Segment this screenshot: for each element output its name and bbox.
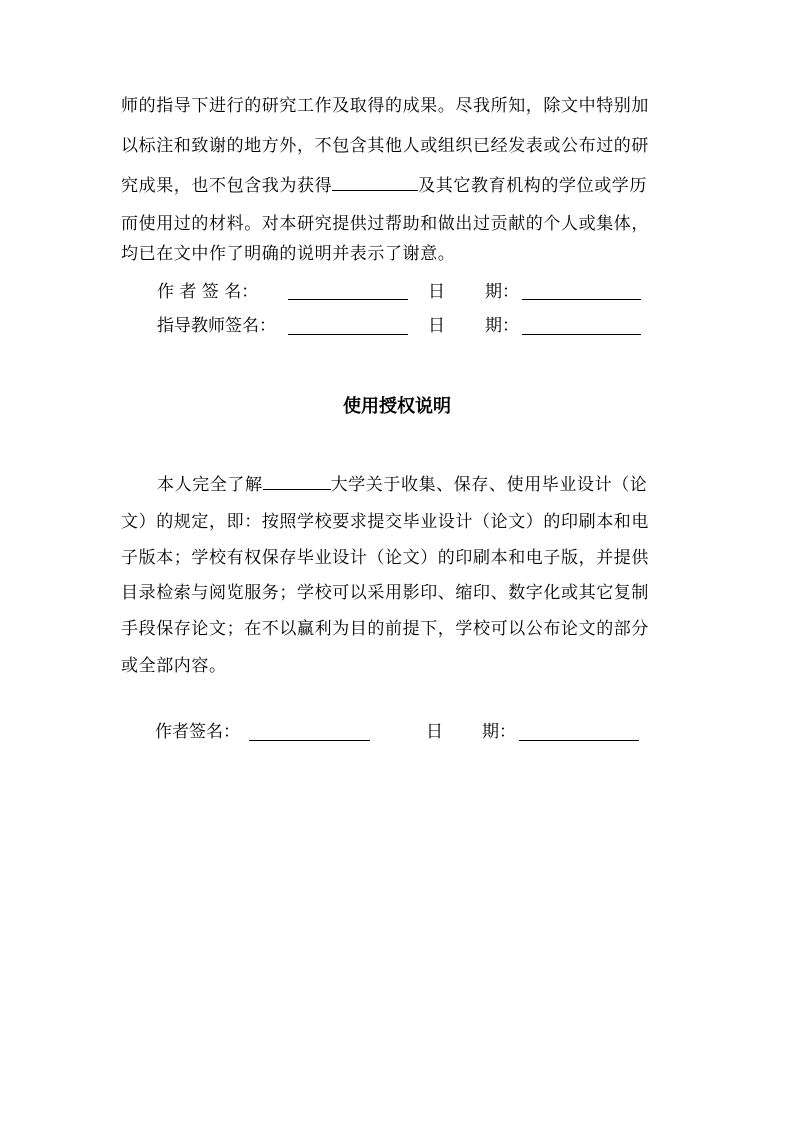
authorization-line-5: 手段保存论文；在不以赢利为目的前提下，学校可以公布论文的部分 bbox=[121, 619, 649, 639]
authorization-author-sign-label: 作者签名： bbox=[155, 722, 240, 742]
declaration-advisor-sign-line[interactable] bbox=[288, 334, 408, 335]
declaration-line-5: 均已在文中作了明确的说明并表示了谢意。 bbox=[121, 244, 456, 264]
declaration-line-2: 以标注和致谢的地方外，不包含其他人或组织已经发表或公布过的研 bbox=[121, 136, 649, 156]
declaration-advisor-date-label-ri: 日 bbox=[428, 316, 445, 336]
declaration-advisor-date-line[interactable] bbox=[522, 334, 641, 335]
authorization-line-4: 目录检索与阅览服务；学校可以采用影印、缩印、数字化或其它复制 bbox=[121, 583, 649, 603]
declaration-advisor-sign-label: 指导教师签名： bbox=[157, 316, 276, 336]
authorization-author-sign-line[interactable] bbox=[249, 740, 370, 741]
declaration-author-sign-line[interactable] bbox=[288, 299, 408, 300]
declaration-author-sign-label: 作 者 签 名： bbox=[157, 282, 259, 302]
declaration-advisor-date-label-qi: 期： bbox=[485, 316, 519, 336]
declaration-author-date-line[interactable] bbox=[522, 299, 641, 300]
university-blank[interactable] bbox=[263, 474, 331, 490]
degree-blank[interactable] bbox=[332, 175, 418, 191]
declaration-line-4: 而使用过的材料。对本研究提供过帮助和做出过贡献的个人或集体， bbox=[121, 214, 649, 234]
authorization-date-label-ri: 日 bbox=[426, 722, 443, 742]
declaration-line-3 bbox=[121, 175, 647, 196]
authorization-line-3: 子版本；学校有权保存毕业设计（论文）的印刷本和电子版，并提供 bbox=[121, 548, 649, 568]
authorization-date-label-qi: 期： bbox=[482, 722, 516, 742]
authorization-title: 使用授权说明 bbox=[343, 396, 451, 417]
authorization-line-1-end: 大学关于收集、保存、使用毕业设计（论 bbox=[330, 475, 648, 495]
authorization-line-2: 文）的规定，即：按照学校要求提交毕业设计（论文）的印刷本和电 bbox=[121, 512, 649, 532]
authorization-date-line[interactable] bbox=[519, 740, 639, 741]
authorization-line-1 bbox=[157, 474, 647, 495]
authorization-line-6: 或全部内容。 bbox=[121, 656, 227, 676]
declaration-line-3-start: 究成果，也不包含我为获得 bbox=[121, 176, 333, 196]
authorization-line-1-start: 本人完全了解 bbox=[157, 475, 263, 495]
declaration-date-label-qi: 期： bbox=[485, 282, 519, 302]
declaration-line-1: 师的指导下进行的研究工作及取得的成果。尽我所知，除文中特别加 bbox=[121, 96, 649, 116]
declaration-date-label-ri: 日 bbox=[428, 282, 445, 302]
declaration-line-3-end: 及其它教育机构的学位或学历 bbox=[418, 176, 648, 196]
